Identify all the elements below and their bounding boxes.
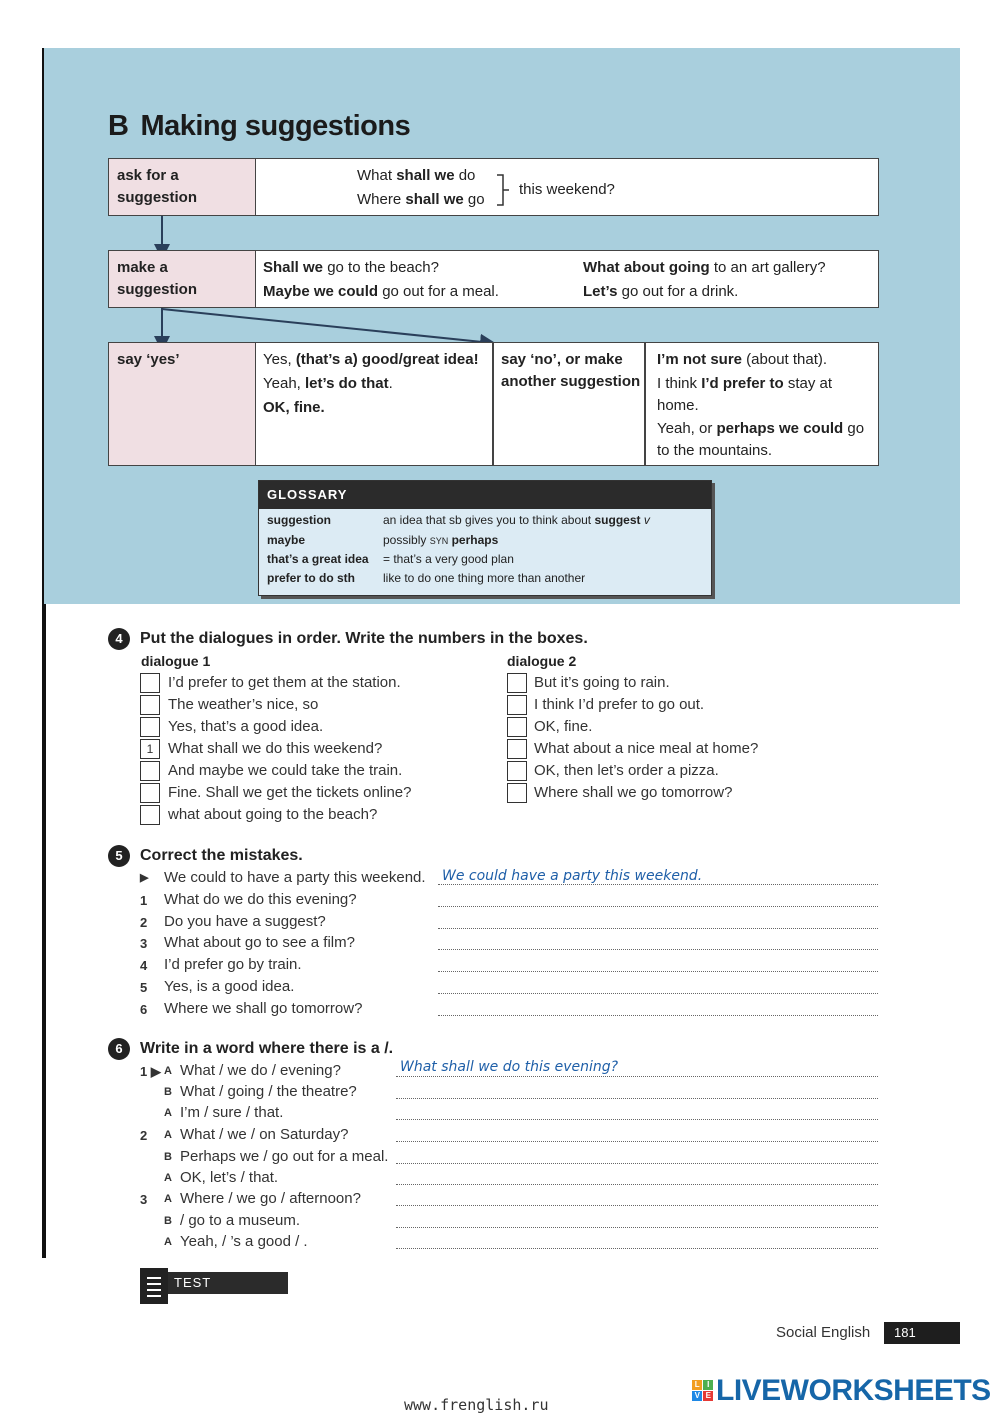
make-line-a: Shall we go to the beach?	[263, 259, 439, 276]
site-url: www.frenglish.ru	[404, 1396, 549, 1414]
item-number: 5	[140, 980, 148, 995]
dialogue-2-line: I think I’d prefer to go out.	[534, 696, 705, 713]
mistake-sentence: Where we shall go tomorrow?	[164, 1000, 363, 1017]
gap-sentence: / go to a museum.	[180, 1212, 301, 1229]
mistake-sentence: Yes, is a good idea.	[164, 978, 295, 995]
item-number: 1	[140, 893, 148, 908]
exercise-4-number: 4	[108, 628, 130, 650]
dialogue-1-line: The weather’s nice, so	[168, 696, 319, 713]
no-line-2: I think I’d prefer to stay at	[657, 375, 833, 392]
speaker-label: A	[164, 1172, 172, 1184]
dialogue-1-line: Yes, that’s a good idea.	[168, 718, 324, 735]
answer-line[interactable]	[396, 1163, 878, 1164]
glossary-definition: like to do one thing more than another	[383, 571, 586, 585]
yes-line-3: OK, fine.	[263, 399, 325, 416]
exercise-5-number: 5	[108, 845, 130, 867]
ask-line-1: What shall we do	[357, 167, 476, 184]
no-line-1: I’m not sure (about that).	[657, 351, 828, 368]
glossary-term: that’s a great idea	[267, 552, 369, 566]
exercise-6-title: Write in a word where there is a /.	[140, 1040, 394, 1057]
dialogue-2-title: dialogue 2	[507, 653, 577, 669]
exercise-6-number: 6	[108, 1038, 130, 1060]
mistake-sentence: I’d prefer go by train.	[164, 956, 302, 973]
gap-sentence: Yeah, / ’s a good / .	[180, 1233, 308, 1250]
glossary-definition: an idea that sb gives you to think about suggest v	[383, 513, 650, 527]
answer-line[interactable]	[438, 906, 878, 907]
gap-sentence: Perhaps we / go out for a meal.	[180, 1148, 389, 1165]
dialogue-2-line: OK, then let’s order a pizza.	[534, 762, 719, 779]
yes-line-2: Yeah, let’s do that.	[263, 375, 393, 392]
mistake-sentence: What about go to see a film?	[164, 934, 355, 951]
dialogue-1-line: What shall we do this weekend?	[168, 740, 383, 757]
order-box[interactable]	[140, 717, 160, 737]
example-marker: ▶	[140, 872, 149, 884]
gap-sentence: What / going / the theatre?	[180, 1083, 357, 1100]
order-box[interactable]	[140, 761, 160, 781]
dialogue-1-line: what about going to the beach?	[168, 806, 378, 823]
order-box[interactable]	[507, 673, 527, 693]
footer-section-title: Social English	[776, 1324, 871, 1341]
make-label: make a suggestion	[117, 259, 198, 298]
answer-line[interactable]	[438, 993, 878, 994]
item-number: 2	[140, 915, 148, 930]
answer-line[interactable]	[396, 1205, 878, 1206]
no-line-4: Yeah, or perhaps we could go	[657, 420, 865, 437]
speaker-label: B	[164, 1086, 172, 1098]
no-line-5: to the mountains.	[657, 442, 773, 459]
item-number: 4	[140, 958, 148, 973]
glossary-term: maybe	[267, 533, 306, 547]
gap-sentence: Where / we go / afternoon?	[180, 1190, 361, 1207]
example-answer: What shall we do this evening?	[400, 1059, 619, 1075]
order-box[interactable]	[140, 673, 160, 693]
answer-line[interactable]	[396, 1248, 878, 1249]
yes-line-1: Yes, (that’s a) good/great idea!	[263, 351, 479, 368]
make-line-c: What about going to an art gallery?	[583, 259, 826, 276]
answer-line[interactable]	[438, 884, 878, 885]
answer-line[interactable]	[438, 971, 878, 972]
glossary-definition: possibly SYN perhaps	[383, 533, 499, 547]
ask-line-2: Where shall we go	[357, 191, 485, 208]
dialogue-1-line: I’d prefer to get them at the station.	[168, 674, 401, 691]
dialogue-2-line: What about a nice meal at home?	[534, 740, 759, 757]
ask-tail: this weekend?	[519, 181, 615, 198]
dialogue-1-line: And maybe we could take the train.	[168, 762, 403, 779]
ask-label: ask for a suggestion	[117, 167, 198, 206]
answer-line[interactable]	[396, 1227, 878, 1228]
exercise-5-title: Correct the mistakes.	[140, 847, 303, 864]
no-line-3: home.	[657, 397, 699, 414]
order-box[interactable]	[507, 783, 527, 803]
gap-sentence: What / we / on Saturday?	[180, 1126, 349, 1143]
liveworksheets-icon: L I V E	[692, 1380, 714, 1402]
no-label: say ‘no’, or make another suggestion	[501, 351, 641, 390]
page-number: 181	[884, 1322, 960, 1344]
dialogue-1-title: dialogue 1	[141, 653, 211, 669]
order-box[interactable]	[140, 805, 160, 825]
glossary-term: prefer to do sth	[267, 571, 356, 585]
speaker-label: B	[164, 1215, 172, 1227]
ask-row	[108, 158, 879, 216]
answer-line[interactable]	[396, 1076, 878, 1077]
item-number: 6	[140, 1002, 148, 1017]
answer-line[interactable]	[438, 928, 878, 929]
divider	[492, 343, 494, 465]
make-row	[108, 250, 879, 308]
speaker-label: A	[164, 1193, 172, 1205]
item-number: 1 ▶	[140, 1064, 161, 1079]
glossary-heading: GLOSSARY	[259, 481, 711, 509]
liveworksheets-logo	[692, 1374, 991, 1408]
order-box[interactable]	[140, 695, 160, 715]
order-box[interactable]	[140, 783, 160, 803]
divider	[644, 343, 646, 465]
glossary-definition: = that’s a very good plan	[383, 552, 514, 566]
answer-line[interactable]	[396, 1098, 878, 1099]
example-answer: We could have a party this weekend.	[442, 868, 703, 884]
make-line-d: Let’s go out for a drink.	[583, 283, 739, 300]
answer-line[interactable]	[396, 1141, 878, 1142]
glossary-box	[258, 480, 712, 596]
answer-line[interactable]	[396, 1184, 878, 1185]
gap-sentence: OK, let’s / that.	[180, 1169, 279, 1186]
section-heading: Making suggestions	[140, 110, 411, 142]
order-box[interactable]: 1	[140, 739, 160, 759]
dialogue-1-line: Fine. Shall we get the tickets online?	[168, 784, 412, 801]
arrow-make-to-no	[162, 309, 492, 343]
mistake-sentence: What do we do this evening?	[164, 891, 357, 908]
gap-sentence: What / we do / evening?	[180, 1062, 341, 1079]
bracket-icon	[495, 173, 511, 207]
test-yourself-link[interactable]	[140, 1268, 290, 1312]
speaker-label: A	[164, 1129, 172, 1141]
test-yourself-label: TEST YOURSELF	[168, 1272, 288, 1294]
exercise-4-title: Put the dialogues in order. Write the numbers in the boxes.	[140, 630, 588, 647]
dialogue-2-line: But it’s going to rain.	[534, 674, 670, 691]
order-box[interactable]	[507, 761, 527, 781]
dialogue-2-line: Where shall we go tomorrow?	[534, 784, 733, 801]
mistake-sentence: We could to have a party this weekend.	[164, 869, 426, 886]
item-number: 3	[140, 936, 148, 951]
answer-line[interactable]	[396, 1119, 878, 1120]
item-number: 3	[140, 1192, 148, 1207]
dialogue-2-line: OK, fine.	[534, 718, 593, 735]
speaker-label: A	[164, 1107, 172, 1119]
yes-label: say ‘yes’	[117, 351, 180, 368]
liveworksheets-wordmark: LIVEWORKSHEETS	[716, 1374, 991, 1407]
section-letter: B	[108, 110, 129, 142]
glossary-term: suggestion	[267, 513, 332, 527]
speaker-label: A	[164, 1236, 172, 1248]
order-box[interactable]	[507, 717, 527, 737]
order-box[interactable]	[507, 695, 527, 715]
speaker-label: B	[164, 1151, 172, 1163]
make-line-b: Maybe we could go out for a meal.	[263, 283, 499, 300]
order-box[interactable]	[507, 739, 527, 759]
gap-sentence: I’m / sure / that.	[180, 1104, 284, 1121]
speaker-label: A	[164, 1065, 172, 1077]
answer-line[interactable]	[438, 1015, 878, 1016]
response-row	[108, 342, 879, 466]
mistake-sentence: Do you have a suggest?	[164, 913, 326, 930]
answer-line[interactable]	[438, 949, 878, 950]
notebook-icon	[140, 1268, 168, 1304]
item-number: 2	[140, 1128, 148, 1143]
